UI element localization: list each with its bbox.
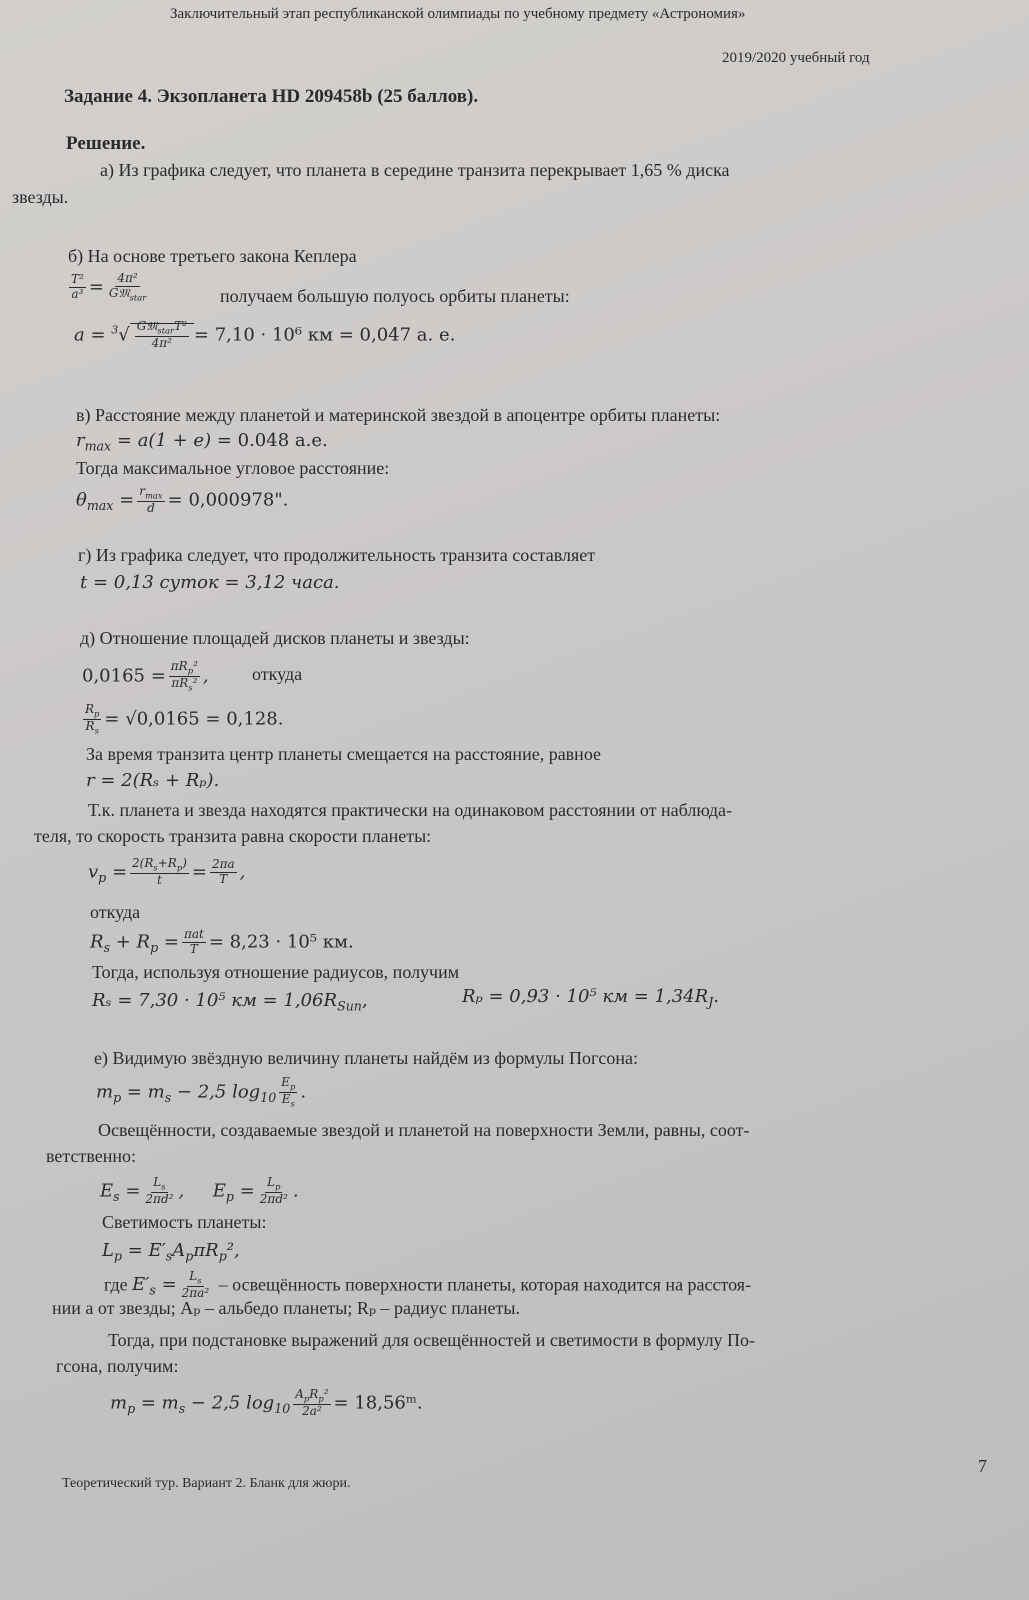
velocity-text-line1: Т.к. планета и звезда находятся практически на одинаковом расстоянии от наблюда-	[88, 800, 733, 820]
angular-distance-text: Тогда максимальное угловое расстояние:	[76, 458, 390, 478]
part-b-result: = 7,10 · 10⁶ км = 0,047 а. е.	[193, 324, 456, 346]
shift-formula: r = 2(Rₛ + Rₚ).	[86, 770, 220, 791]
illumination-text-line2: ветственно:	[46, 1146, 136, 1166]
page-number: 7	[978, 1456, 987, 1476]
final-magnitude-result: = 18,56ᵐ.	[333, 1392, 423, 1414]
transit-duration: t = 0,13 суток = 3,12 часа.	[80, 572, 340, 593]
academic-year: 2019/2020 учебный год	[722, 50, 870, 66]
where-definition: где $E'_s$ = $\frac{L_s}{\text{2πa²}}$ – освещённость поверхности планеты, которая находится на расстоя-	[104, 1269, 752, 1301]
luminosity-formula: $L_p = E'_sA_p\pi R_p^2$,	[102, 1240, 240, 1264]
area-ratio-value: 0,0165 =	[82, 665, 166, 687]
radius-ratio-result: = √0,0165 = 0,128.	[104, 708, 284, 730]
part-b-after-formula: получаем большую полуось орбиты планеты:	[220, 286, 570, 306]
task-title: Задание 4. Экзопланета HD 209458b (25 баллов).	[64, 86, 479, 107]
final-magnitude-formula: $m_p = m_s - 2,5$ $\log_{10}$ $\frac{A_pR_p^2}{\text{2a²}}$ = 18,56ᵐ.	[110, 1387, 423, 1419]
rmax-formula: $r_{max} = a(1 + e) = 0.048$ а.е.	[76, 430, 328, 454]
illumination-formulas: $E_s$ = $\frac{L_s}{\text{2πd²}}$ , $E_p$ = $\frac{L_p}{\text{2πd²}}$ .	[100, 1175, 299, 1207]
part-a-line1: а) Из графика следует, что планета в середине транзита перекрывает 1,65 % диска	[100, 160, 730, 180]
radii-sum-formula: $R_s + R_p$ = $\frac{\text{πat}}{T}$ = 8,23 · 10⁵ км.	[90, 927, 354, 956]
where-definition-line2: нии a от звезды; Aₚ – альбедо планеты; Rₚ – радиус планеты.	[52, 1298, 520, 1318]
radius-ratio-formula: $\frac{R_p}{R_s}$ = √0,0165 = 0,128.	[85, 702, 284, 736]
velocity-text-line2: теля, то скорость транзита равна скорости планеты:	[34, 826, 432, 846]
velocity-formula: $v_p$ = $\frac{2(R_s+R_p)}{t}$ = $\frac{2\pi a}{T}$ ,	[88, 856, 246, 888]
theta-formula: $\theta_{max}$ = $\frac{r_{max}}{d}$ = 0,000978".	[76, 484, 289, 516]
kepler-formula: $\frac{\text{T²}}{\text{a³}}$ = $\frac{\text{4π²}}{G𝔐_{star}}$	[71, 271, 147, 303]
part-b-intro: б) На основе третьего закона Кеплера	[68, 246, 357, 266]
illumination-text-line1: Освещённости, создаваемые звездой и планетой на поверхности Земли, равны, соот-	[98, 1120, 750, 1140]
shift-text: За время транзита центр планеты смещается на расстояние, равное	[86, 744, 602, 764]
whence-text-2: откуда	[90, 902, 141, 922]
pogson-formula: $m_p = m_s - 2,5$ $\log_{10}$ $\frac{E_p}{E_s}$ .	[96, 1075, 307, 1109]
solution-label: Решение.	[66, 133, 146, 154]
substitution-text-line2: гсона, получим:	[56, 1356, 179, 1376]
part-a-line2: звезды.	[12, 187, 69, 207]
olympiad-header: Заключительный этап республиканской олимпиады по учебному предмету «Астрономия»	[170, 6, 746, 22]
footer-text: Теоретический тур. Вариант 2. Бланк для жюри.	[62, 1476, 351, 1491]
area-ratio-formula: 0,0165 = $\frac{\pi R_p^2}{\pi R_s^2}$ ,	[82, 659, 209, 693]
semi-major-axis-formula: a = $^3$√ $\frac{G𝔐_{star}T^2}{\text{4π²}}$ = 7,10 · 10⁶ км = 0,047 а. е.	[74, 319, 456, 351]
part-e-intro: д) Отношение площадей дисков планеты и звезды:	[80, 628, 470, 648]
theta-result: = 0,000978".	[167, 489, 289, 511]
whence-text: откуда	[252, 664, 303, 684]
planet-radius-result: Rₚ = 0,93 · 10⁵ км = $1,34R_J$.	[462, 986, 719, 1010]
using-ratio-text: Тогда, используя отношение радиусов, получим	[92, 962, 460, 982]
part-c-intro: в) Расстояние между планетой и материнской звездой в апоцентре орбиты планеты:	[76, 405, 721, 425]
part-d-intro: г) Из графика следует, что продолжительность транзита составляет	[78, 545, 596, 565]
substitution-text-line1: Тогда, при подстановке выражений для освещённостей и светимости в формулу По-	[108, 1330, 756, 1350]
rmax-result: = 0.048 а.е.	[216, 430, 328, 451]
star-radius-result: Rₛ = 7,30 · 10⁵ км = $1,06R_{Sun}$,	[92, 990, 368, 1014]
luminosity-text: Светимость планеты:	[102, 1212, 267, 1232]
part-f-intro: е) Видимую звёздную величину планеты найдём из формулы Погсона:	[94, 1048, 638, 1068]
radii-sum-result: = 8,23 · 10⁵ км.	[208, 931, 354, 953]
